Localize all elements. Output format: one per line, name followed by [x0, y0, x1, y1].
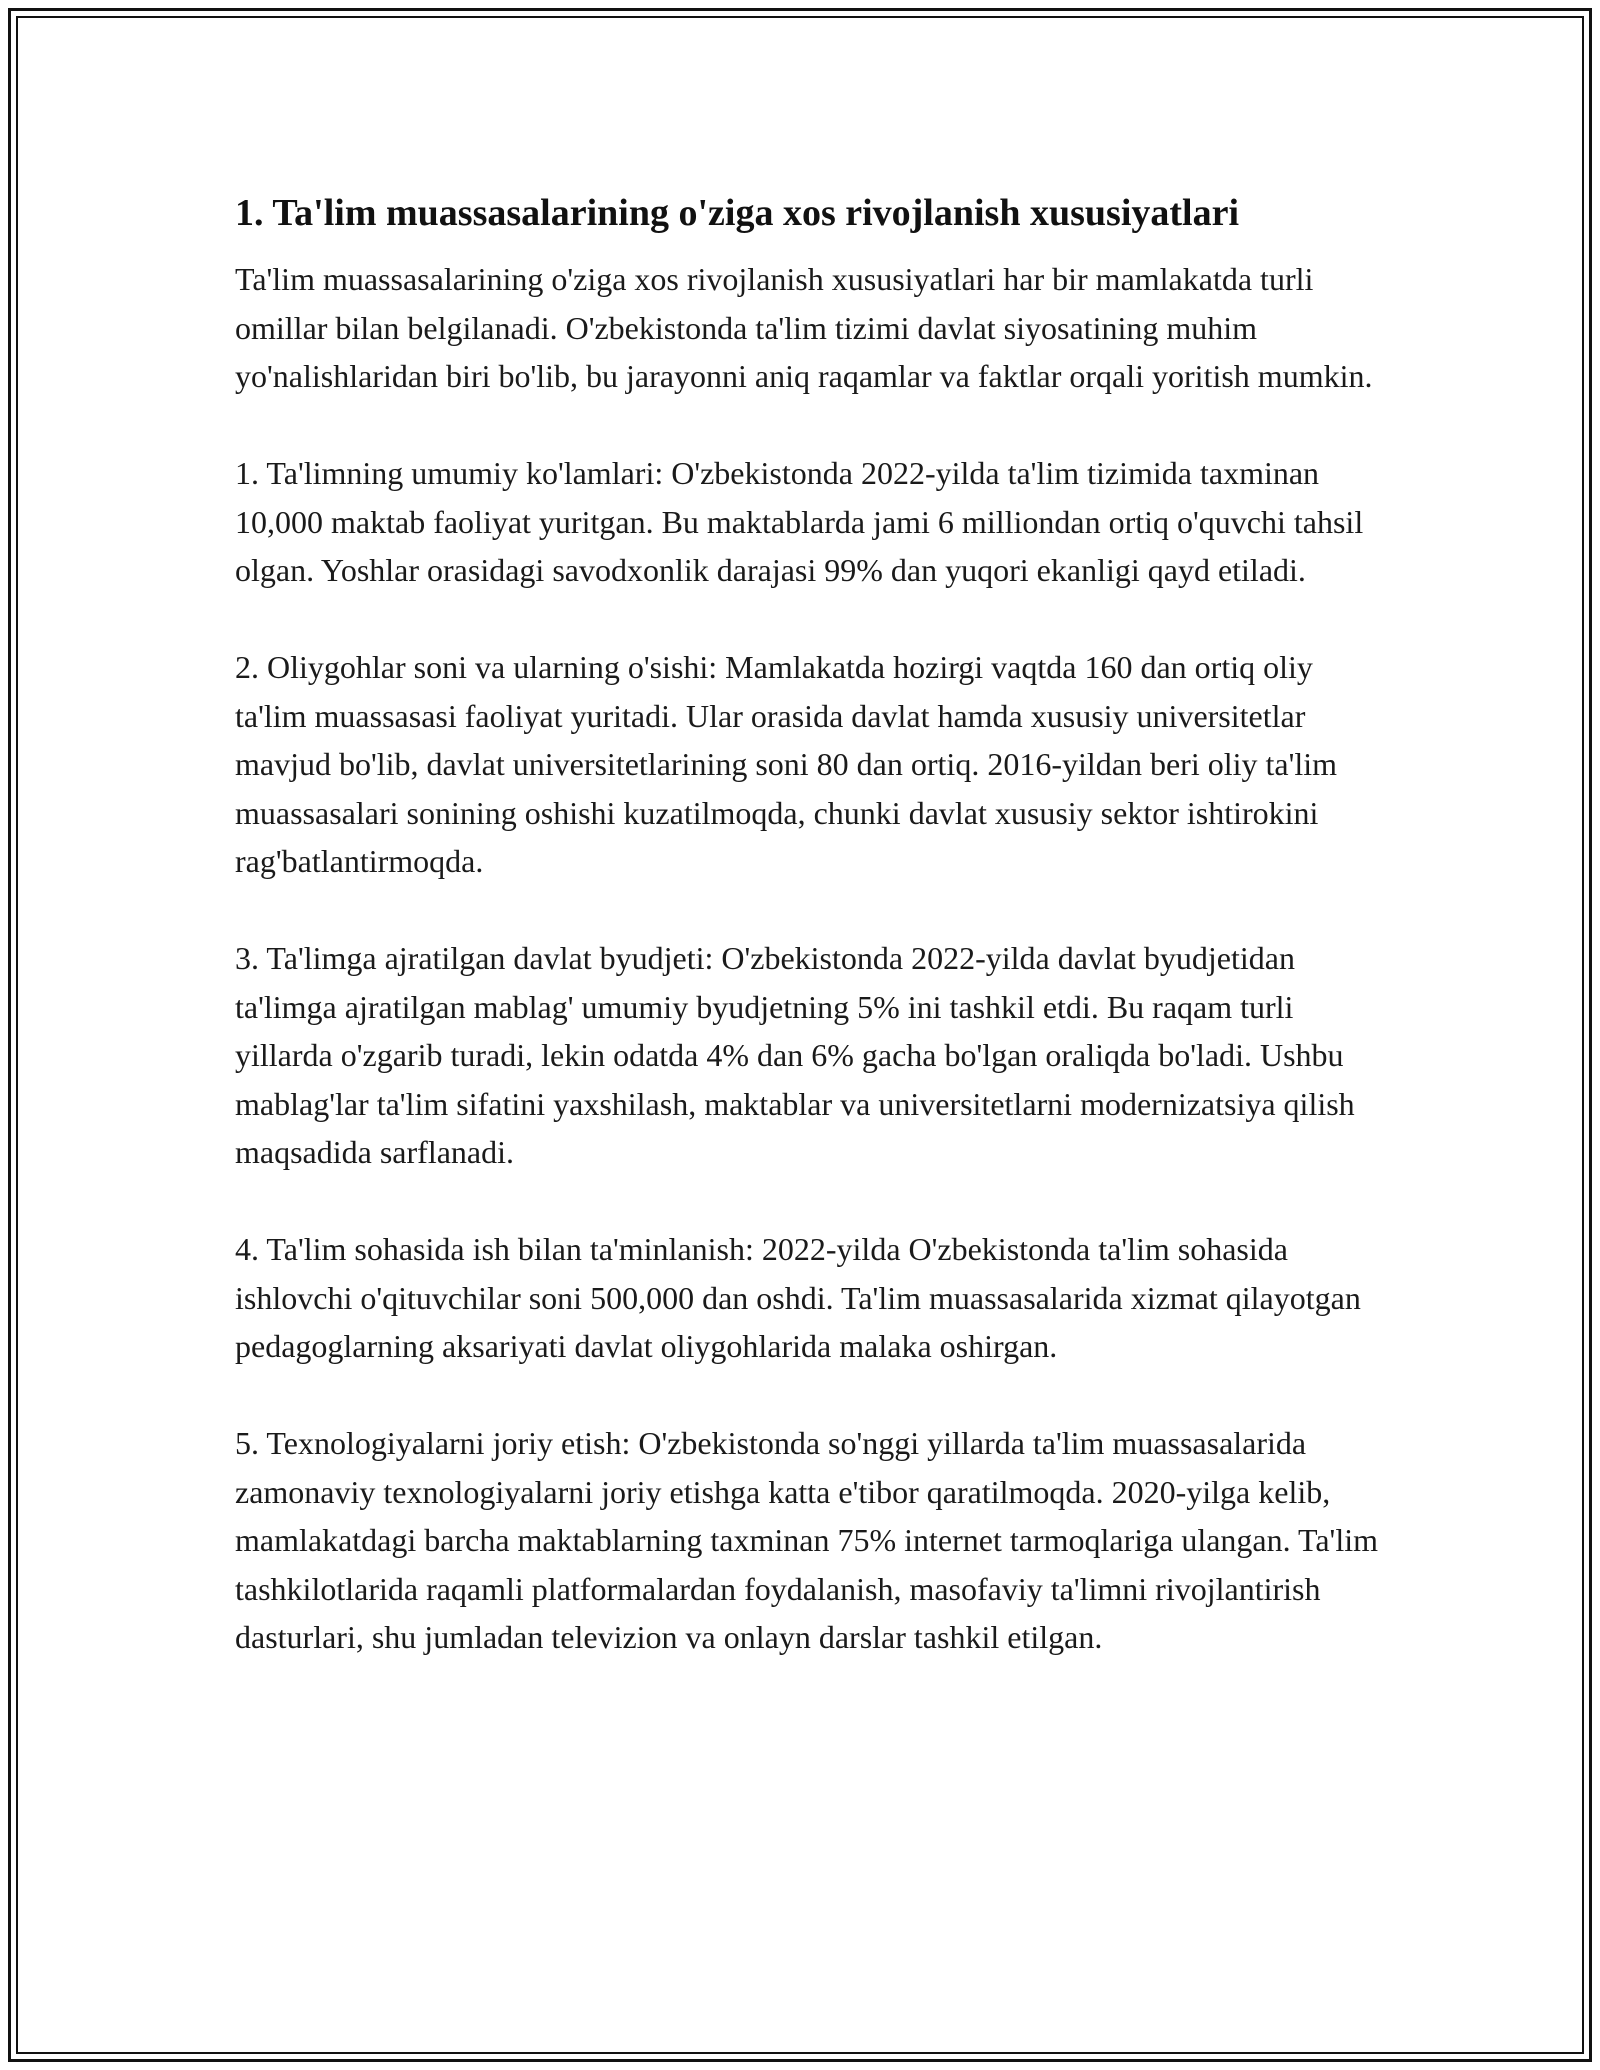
paragraph-technology: 5. Texnologiyalarni joriy etish: O'zbekistonda so'nggi yillarda ta'lim muassasalarida zamonaviy texnologiyalarni joriy etishga katta e'tibor qaratilmoqda. 2020-yilga kelib, mamlakatdagi barcha maktablarning taxminan 75% internet tarmoqlariga ulangan. Ta'lim tashkilotlarida raqamli platformalardan foydalanish, masofaviy ta'limni rivojlantirish dasturlari, shu jumladan televizion va onlayn darslar tashkil etilgan. — [235, 1425, 1378, 1655]
document-title: 1. Ta'lim muassasalarining o'ziga xos rivojlanish xususiyatlari — [235, 192, 1240, 234]
paragraph-budget: 3. Ta'limga ajratilgan davlat byudjeti: O'zbekistonda 2022-yilda davlat byudjetidan ta'limga ajratilgan mablag' umumiy byudjetning 5% ini tashkil etdi. Bu raqam turli yillarda o'zgarib turadi, lekin odatda 4% dan 6% gacha bo'lgan oraliqda bo'ladi. Ushbu mablag'lar ta'lim sifatini yaxshilash, maktablar va universitetlarni modernizatsiya qilish maqsadida sarflanadi. — [235, 940, 1355, 1170]
paragraph-employment: 4. Ta'lim sohasida ish bilan ta'minlanish: 2022-yilda O'zbekistonda ta'lim sohasida ishlovchi o'qituvchilar soni 500,000 dan oshdi. Ta'lim muassasalarida xizmat qilayotgan pedagoglarning aksariyati davlat oliygohlarida malaka oshirgan. — [235, 1231, 1361, 1364]
paragraph-universities: 2. Oliygohlar soni va ularning o'sishi: Mamlakatda hozirgi vaqtda 160 dan ortiq oliy ta'lim muassasasi faoliyat yuritadi. Ular orasida davlat hamda xususiy universitetlar mavjud bo'lib, davlat universitetlarining soni 80 dan ortiq. 2016-yildan beri oliy ta'lim muassasalari sonining oshishi kuzatilmoqda, chunki davlat xususiy sektor ishtirokini rag'batlantirmoqda. — [235, 649, 1338, 879]
paragraph-education-scope: 1. Ta'limning umumiy ko'lamlari: O'zbekistonda 2022-yilda ta'lim tizimida taxminan 10,000 maktab faoliyat yuritgan. Bu maktablarda jami 6 milliondan ortiq o'quvchi tahsil olgan. Yoshlar orasidagi savodxonlik darajasi 99% dan yuqori ekanligi qayd etiladi. — [235, 455, 1364, 588]
intro-paragraph: Ta'lim muassasalarining o'ziga xos rivojlanish xususiyatlari har bir mamlakatda turli omillar bilan belgilanadi. O'zbekistonda ta'lim tizimi davlat siyosatining muhim yo'nalishlaridan biri bo'lib, bu jarayonni aniq raqamlar va faktlar orqali yoritish mumkin. — [235, 261, 1373, 394]
document-body — [235, 185, 1385, 1662]
